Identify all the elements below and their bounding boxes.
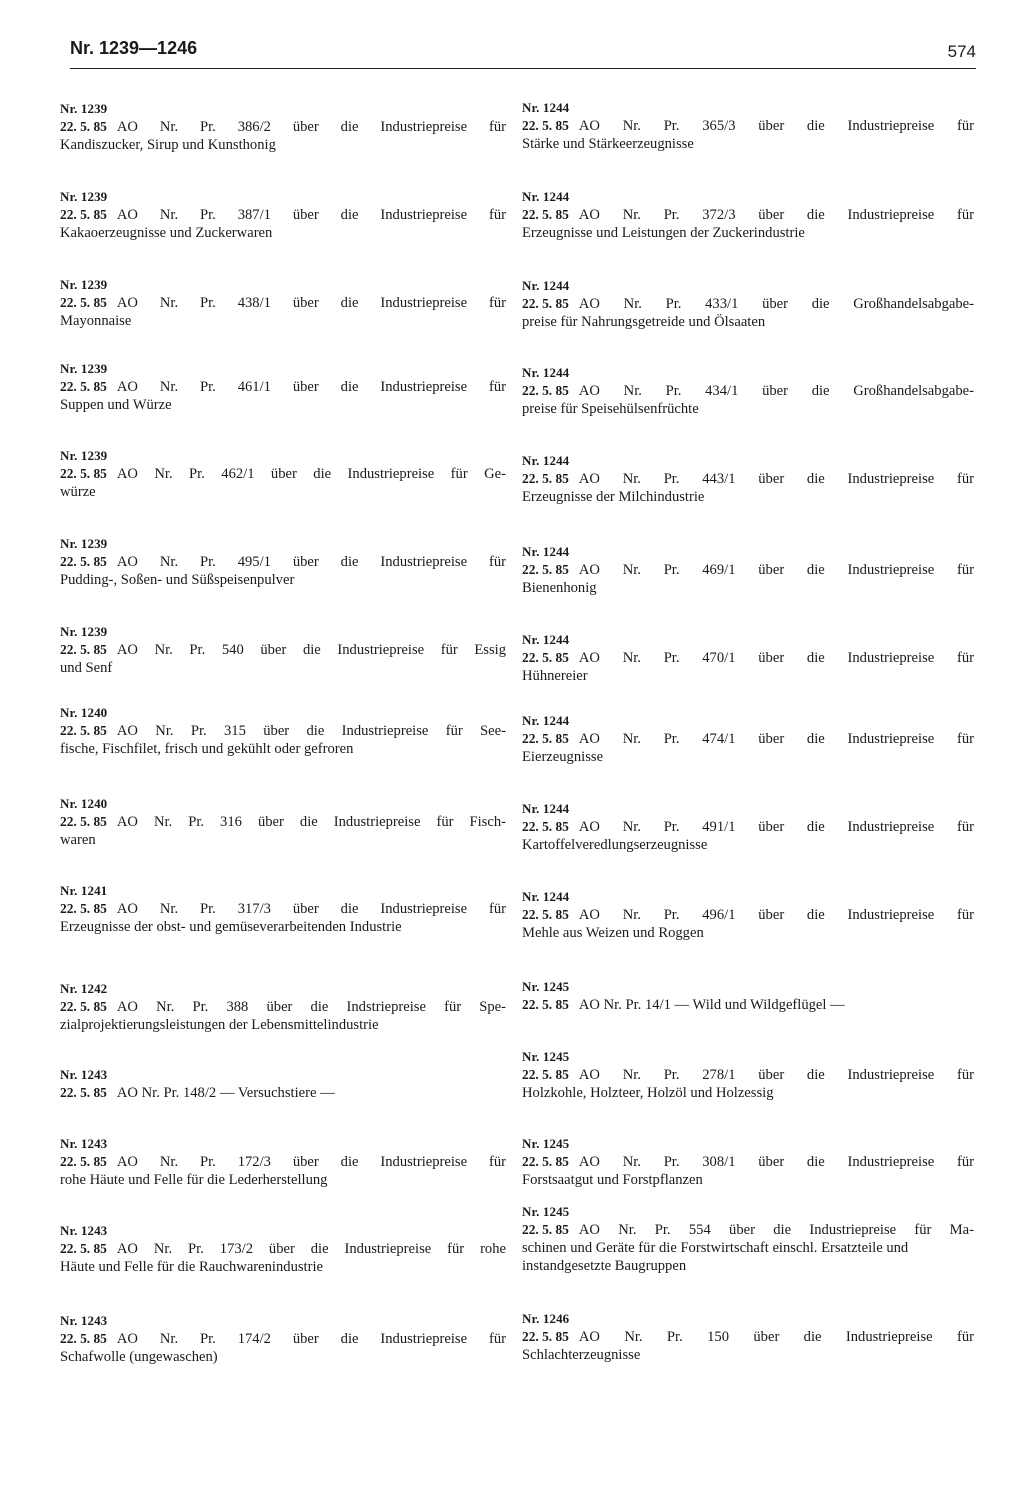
entry-title: AO Nr. Pr. 173/2 über die Industriepreise für rohe <box>116 1241 506 1257</box>
entry-title: AO Nr. Pr. 540 über die Industriepreise für Essig <box>116 642 506 658</box>
entry-first-line <box>60 900 506 918</box>
entry-number: Nr. 1244 <box>522 453 570 468</box>
entry-date: 22. 5. 85 <box>60 207 107 222</box>
entry-title-continuation: fische, Fischfilet, frisch und gekühlt oder gefroren <box>60 741 354 757</box>
entry <box>522 1310 974 1364</box>
entry-first-line <box>522 561 974 579</box>
entry-first-line <box>60 206 506 224</box>
entry <box>60 360 506 414</box>
entry-first-line <box>60 641 506 659</box>
entry-number: Nr. 1244 <box>522 189 570 204</box>
entry-number: Nr. 1244 <box>522 713 570 728</box>
entry <box>60 276 506 330</box>
entry-date: 22. 5. 85 <box>522 907 569 922</box>
entry-date: 22. 5. 85 <box>60 642 107 657</box>
entry <box>522 888 974 942</box>
entry <box>60 623 506 677</box>
entry-number: Nr. 1240 <box>60 705 108 720</box>
entry-title: AO Nr. Pr. 470/1 über die Industriepreise für <box>578 650 974 666</box>
entry <box>60 188 506 242</box>
entry-date: 22. 5. 85 <box>60 1241 107 1256</box>
entry-title-continuation: Mehle aus Weizen und Roggen <box>522 925 704 941</box>
entry-first-line <box>522 730 974 748</box>
entry-title-continuation: Kartoffelveredlungserzeugnisse <box>522 837 708 853</box>
entry-title-continuation: Forstsaatgut und Forstpflanzen <box>522 1172 703 1188</box>
entry-number: Nr. 1245 <box>522 979 570 994</box>
entry-number: Nr. 1239 <box>60 189 108 204</box>
entry-first-line <box>60 1240 506 1258</box>
entry-number: Nr. 1244 <box>522 889 570 904</box>
entry-number: Nr. 1244 <box>522 365 570 380</box>
entry-number: Nr. 1239 <box>60 101 108 116</box>
entry-title-continuation: preise für Nahrungsgetreide und Ölsaaten <box>522 314 766 330</box>
entry-date: 22. 5. 85 <box>522 731 569 746</box>
entry-title-continuation: Kandiszucker, Sirup und Kunsthonig <box>60 137 276 153</box>
entry <box>60 1066 506 1102</box>
entry-title-continuation: Kakaoerzeugnisse und Zuckerwaren <box>60 225 273 241</box>
entry-date: 22. 5. 85 <box>60 295 107 310</box>
entry-first-line <box>60 118 506 136</box>
entry-first-line <box>60 294 506 312</box>
entry <box>60 795 506 849</box>
entry <box>522 188 974 242</box>
entry-date: 22. 5. 85 <box>60 723 107 738</box>
entry-number: Nr. 1241 <box>60 883 108 898</box>
entry <box>522 978 974 1014</box>
entry-date: 22. 5. 85 <box>60 119 107 134</box>
entry-date: 22. 5. 85 <box>60 814 107 829</box>
page-header <box>70 36 976 69</box>
entry-title: AO Nr. Pr. 461/1 über die Industriepreise für <box>116 379 506 395</box>
entry-title-continuation: Eierzeugnisse <box>522 749 604 765</box>
entry-first-line <box>522 470 974 488</box>
entry-title: AO Nr. Pr. 495/1 über die Industriepreise für <box>116 554 506 570</box>
entry-number: Nr. 1245 <box>522 1204 570 1219</box>
entry-first-line <box>60 998 506 1016</box>
entry-first-line <box>60 722 506 740</box>
entry <box>60 100 506 154</box>
entry-title-continuation: Häute und Felle für die Rauchwarenindustrie <box>60 1259 324 1275</box>
entry-title-continuation: Erzeugnisse der Milchindustrie <box>522 489 705 505</box>
entry <box>60 704 506 758</box>
entry-date: 22. 5. 85 <box>522 296 569 311</box>
entry-first-line <box>522 1328 974 1346</box>
entry-number: Nr. 1243 <box>60 1136 108 1151</box>
entry-number: Nr. 1244 <box>522 278 570 293</box>
entry-date: 22. 5. 85 <box>522 118 569 133</box>
entry-title: AO Nr. Pr. 434/1 über die Großhandelsabgabe- <box>578 383 974 399</box>
entry-title: AO Nr. Pr. 174/2 über die Industriepreise für <box>116 1331 506 1347</box>
entry-date: 22. 5. 85 <box>522 562 569 577</box>
entry <box>522 277 974 331</box>
entry-title: AO Nr. Pr. 433/1 über die Großhandelsabgabe- <box>578 296 974 312</box>
entry-date: 22. 5. 85 <box>60 1154 107 1169</box>
entry-number: Nr. 1244 <box>522 632 570 647</box>
entry-title: AO Nr. Pr. 317/3 über die Industriepreise für <box>116 901 506 917</box>
entry-number: Nr. 1244 <box>522 544 570 559</box>
entry-first-line <box>522 117 974 135</box>
entry <box>60 882 506 936</box>
entry-date: 22. 5. 85 <box>60 466 107 481</box>
entry <box>522 1203 974 1275</box>
entry <box>522 712 974 766</box>
entry-title-continuation: Schlachterzeugnisse <box>522 1347 641 1363</box>
entry-title-continuation: Holzkohle, Holzteer, Holzöl und Holzessig <box>522 1085 774 1101</box>
entry <box>522 1048 974 1102</box>
entry <box>60 535 506 589</box>
entry-title: AO Nr. Pr. 372/3 über die Industriepreise für <box>578 207 974 223</box>
entry-first-line <box>522 382 974 400</box>
entry-title: AO Nr. Pr. 278/1 über die Industriepreise für <box>578 1067 974 1083</box>
entry-title: AO Nr. Pr. 150 über die Industriepreise für <box>578 1329 974 1345</box>
entry-title-continuation: schinen und Geräte für die Forstwirtschaft einschl. Ersatzteile und instandgesetzte Baugruppen <box>522 1240 909 1274</box>
entry-title: AO Nr. Pr. 315 über die Industriepreise für See- <box>116 723 506 739</box>
entry <box>60 1312 506 1366</box>
entry-date: 22. 5. 85 <box>522 207 569 222</box>
entry-date: 22. 5. 85 <box>522 819 569 834</box>
entry <box>522 452 974 506</box>
entry-number: Nr. 1239 <box>60 361 108 376</box>
entry-date: 22. 5. 85 <box>522 1222 569 1237</box>
entry-title: AO Nr. Pr. 496/1 über die Industriepreise für <box>578 907 974 923</box>
entry-title-continuation: würze <box>60 484 96 500</box>
entry-title-continuation: Erzeugnisse und Leistungen der Zuckerindustrie <box>522 225 805 241</box>
entry-title: AO Nr. Pr. 316 über die Industriepreise für Fisch- <box>116 814 506 830</box>
entry-first-line <box>60 553 506 571</box>
entry-number: Nr. 1242 <box>60 981 108 996</box>
entry-first-line <box>60 465 506 483</box>
entry <box>522 543 974 597</box>
entry-date: 22. 5. 85 <box>60 379 107 394</box>
entry-number: Nr. 1245 <box>522 1049 570 1064</box>
entry-title: AO Nr. Pr. 386/2 über die Industriepreise für <box>116 119 506 135</box>
entry-title-continuation: Hühnereier <box>522 668 588 684</box>
entry-title-continuation: waren <box>60 832 96 848</box>
entry-first-line <box>522 1153 974 1171</box>
entry-title-continuation: Suppen und Würze <box>60 397 172 413</box>
entry-date: 22. 5. 85 <box>60 1085 107 1100</box>
entry-first-line <box>60 813 506 831</box>
entry-first-line <box>60 1330 506 1348</box>
entry-date: 22. 5. 85 <box>522 383 569 398</box>
entry-title-continuation: rohe Häute und Felle für die Lederherstellung <box>60 1172 328 1188</box>
entry-date: 22. 5. 85 <box>522 1067 569 1082</box>
entry-title: AO Nr. Pr. 388 über die Indstriepreise für Spe- <box>116 999 506 1015</box>
entry-number: Nr. 1239 <box>60 536 108 551</box>
entry-number: Nr. 1239 <box>60 448 108 463</box>
entry <box>522 1135 974 1189</box>
entry <box>522 364 974 418</box>
entry-title: AO Nr. Pr. 438/1 über die Industriepreise für <box>116 295 506 311</box>
entry-number: Nr. 1240 <box>60 796 108 811</box>
entry-first-line <box>522 996 974 1014</box>
entry-number: Nr. 1244 <box>522 801 570 816</box>
entry-title: AO Nr. Pr. 554 über die Industriepreise für Ma- <box>578 1222 974 1238</box>
entry-date: 22. 5. 85 <box>60 554 107 569</box>
entry-number: Nr. 1239 <box>60 277 108 292</box>
entry <box>522 631 974 685</box>
entry <box>60 1222 506 1276</box>
entry-title: AO Nr. Pr. 443/1 über die Industriepreise für <box>578 471 974 487</box>
entry <box>60 980 506 1034</box>
entry-title: AO Nr. Pr. 365/3 über die Industriepreise für <box>578 118 974 134</box>
entry-first-line <box>522 1066 974 1084</box>
entry-first-line <box>522 649 974 667</box>
entry-title: AO Nr. Pr. 387/1 über die Industriepreise für <box>116 207 506 223</box>
entry-first-line <box>60 1153 506 1171</box>
entry <box>60 1135 506 1189</box>
entry-title-continuation: Stärke und Stärkeerzeugnisse <box>522 136 694 152</box>
entry-number: Nr. 1243 <box>60 1223 108 1238</box>
entry-date: 22. 5. 85 <box>60 901 107 916</box>
entry-date: 22. 5. 85 <box>60 1331 107 1346</box>
entry-date: 22. 5. 85 <box>522 1329 569 1344</box>
entry-title: AO Nr. Pr. 491/1 über die Industriepreise für <box>578 819 974 835</box>
entry-title-continuation: zialprojektierungsleistungen der Lebensmittelindustrie <box>60 1017 379 1033</box>
entry-first-line <box>522 206 974 224</box>
entry-first-line <box>60 1084 506 1102</box>
entry-title: AO Nr. Pr. 14/1 — Wild und Wildgeflügel — <box>578 997 845 1013</box>
entry-title-continuation: Schafwolle (ungewaschen) <box>60 1349 218 1365</box>
entry-title: AO Nr. Pr. 148/2 — Versuchstiere — <box>116 1085 335 1101</box>
entry <box>522 800 974 854</box>
entry-first-line <box>522 818 974 836</box>
entry-number: Nr. 1246 <box>522 1311 570 1326</box>
entry-title-continuation: Mayonnaise <box>60 313 132 329</box>
entry-title-continuation: Pudding-, Soßen- und Süßspeisenpulver <box>60 572 295 588</box>
header-title: Nr. 1239—1246 <box>70 38 198 58</box>
entry-date: 22. 5. 85 <box>522 1154 569 1169</box>
entry-number: Nr. 1243 <box>60 1067 108 1082</box>
entry-number: Nr. 1239 <box>60 624 108 639</box>
entry-date: 22. 5. 85 <box>522 997 569 1012</box>
entry-title-continuation: und Senf <box>60 660 113 676</box>
entry-first-line <box>522 1221 974 1239</box>
entry <box>522 99 974 153</box>
entry-number: Nr. 1245 <box>522 1136 570 1151</box>
entry-first-line <box>522 906 974 924</box>
entry-title-continuation: preise für Speisehülsenfrüchte <box>522 401 699 417</box>
entry-title: AO Nr. Pr. 474/1 über die Industriepreise für <box>578 731 974 747</box>
entry-first-line <box>522 295 974 313</box>
entry <box>60 447 506 501</box>
entry-title-continuation: Bienenhonig <box>522 580 597 596</box>
entry-title: AO Nr. Pr. 469/1 über die Industriepreise für <box>578 562 974 578</box>
entry-title: AO Nr. Pr. 172/3 über die Industriepreise für <box>116 1154 506 1170</box>
entry-title: AO Nr. Pr. 462/1 über die Industriepreise für Ge- <box>116 466 506 482</box>
entry-first-line <box>60 378 506 396</box>
entry-number: Nr. 1243 <box>60 1313 108 1328</box>
entry-title: AO Nr. Pr. 308/1 über die Industriepreise für <box>578 1154 974 1170</box>
entry-date: 22. 5. 85 <box>522 650 569 665</box>
page-number: 574 <box>947 42 976 61</box>
entry-date: 22. 5. 85 <box>522 471 569 486</box>
entry-title-continuation: Erzeugnisse der obst- und gemüseverarbeitenden Industrie <box>60 919 402 935</box>
entry-number: Nr. 1244 <box>522 100 570 115</box>
entry-date: 22. 5. 85 <box>60 999 107 1014</box>
